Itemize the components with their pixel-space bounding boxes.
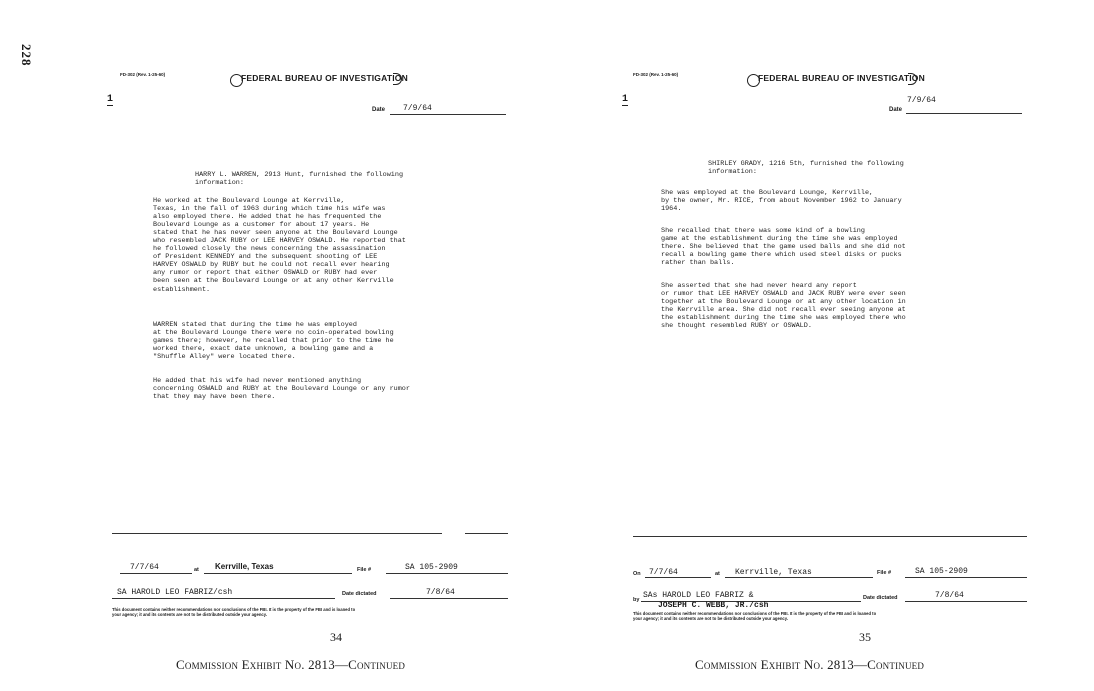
exhibit-caption: Commission Exhibit No. 2813—Continued <box>176 657 406 672</box>
interview-location: Kerrville, Texas <box>735 568 812 577</box>
form-code: FD-302 (Rev. 1-25-60) <box>633 72 679 77</box>
field-rule <box>112 598 335 599</box>
agent-name: SAs HAROLD LEO FABRIZ & <box>643 591 754 600</box>
field-rule <box>645 577 711 578</box>
at-label: at <box>715 571 720 577</box>
by-label: by <box>633 597 640 603</box>
paragraph-3: WARREN stated that during the time he was employed at the Boulevard Lounge there were no coin-operated bowling games there; however, he recalled that prior to the time he worked there, exact date unknown, a bowling game and a "Shuffle Alley" were located there. <box>153 321 394 362</box>
form-code: FD-302 (Rev. 1-25-60) <box>120 72 166 77</box>
left-report <box>100 0 520 691</box>
page-marker-underline <box>622 105 628 106</box>
page-marker-underline <box>107 105 113 106</box>
file-number: SA 105-2909 <box>405 563 458 572</box>
date-dictated: 7/8/64 <box>426 588 455 597</box>
file-label: File # <box>877 570 892 576</box>
paragraph-3: She recalled that there was some kind of a bowling game at the establishment during the time she was employed there. She believed that the game used balls and she did not recall a bowling game there which used steel disks or pucks rather than balls. <box>661 227 906 268</box>
date-dictated-label: Date dictated <box>863 595 898 601</box>
page-marker: 1 <box>107 94 114 105</box>
field-rule <box>120 573 192 574</box>
date-rule <box>906 113 1022 114</box>
seal-ring-icon <box>393 73 402 85</box>
paragraph-1: SHIRLEY GRADY, 1216 5th, furnished the following information: <box>708 160 904 177</box>
date-rule <box>390 114 506 115</box>
separator-rule <box>633 536 1027 537</box>
interview-location: Kerrville, Texas <box>215 562 274 571</box>
agent-name: SA HAROLD LEO FABRIZ/csh <box>117 588 233 597</box>
separator-rule <box>112 533 442 534</box>
paragraph-2: She was employed at the Boulevard Lounge, Kerrville, by the owner, Mr. RICE, from about November 1962 to January 1964. <box>661 189 902 214</box>
separator-rule <box>465 533 508 534</box>
interview-date: 7/7/64 <box>649 568 678 577</box>
paragraph-4: She asserted that she had never heard any report or rumor that LEE HARVEY OSWALD and JACK RUBY were ever seen together at the Boulevard Lounge or at any other location in the Kerrville area. She did not recall ever seeing anyone at the establishment during the time she was employed there who she thought resembled RUBY or OSWALD. <box>661 282 906 331</box>
margin-page-number: 228 <box>19 44 34 67</box>
agent-name-second: JOSEPH C. WEBB, JR./csh <box>658 601 769 610</box>
field-rule <box>725 577 873 578</box>
report-date: 7/9/64 <box>907 96 936 105</box>
serial-page-number: 35 <box>859 630 871 644</box>
at-label: at <box>194 567 199 573</box>
disclaimer: This document contains neither recommendations nor conclusions of the FBI. It is the property of the FBI and is loaned to your agency; it and its contents are not to be distributed outside your agency. <box>112 607 356 617</box>
file-number: SA 105-2909 <box>915 567 968 576</box>
right-report <box>622 0 1045 691</box>
field-rule <box>204 573 352 574</box>
field-rule <box>390 598 508 599</box>
page-marker: 1 <box>622 94 629 105</box>
date-dictated-label: Date dictated <box>342 591 377 597</box>
field-rule <box>905 601 1027 602</box>
file-label: File # <box>357 567 372 573</box>
field-rule <box>386 573 508 574</box>
interview-date: 7/7/64 <box>130 563 159 572</box>
seal-ring-icon <box>908 73 917 85</box>
date-label: Date <box>889 107 903 113</box>
serial-page-number: 34 <box>330 630 342 644</box>
on-label: On <box>633 571 641 577</box>
date-label: Date <box>372 107 386 113</box>
report-date: 7/9/64 <box>403 104 432 113</box>
bureau-title: FEDERAL BUREAU OF INVESTIGATION <box>241 73 408 83</box>
disclaimer: This document contains neither recommendations nor conclusions of the FBI. It is the property of the FBI and is loaned to your agency; it and its contents are not to be distributed outside your agency. <box>633 611 877 621</box>
field-rule <box>905 577 1027 578</box>
bureau-title: FEDERAL BUREAU OF INVESTIGATION <box>758 73 925 83</box>
date-dictated: 7/8/64 <box>935 591 964 600</box>
paragraph-4: He added that his wife had never mentioned anything concerning OSWALD and RUBY at the Boulevard Lounge or any rumor that they may have been there. <box>153 377 410 402</box>
paragraph-2: He worked at the Boulevard Lounge at Kerrville, Texas, in the fall of 1963 during which time his wife was also employed there. He added that he has frequented the Boulevard Lounge as a customer for about 17 years. He stated that he has never seen anyone at the Boulevard Lounge who resembled JACK RUBY or LEE HARVEY OSWALD. He reported that he followed closely the news concerning the assassination of President KENNEDY and the subsequent shooting of LEE HARVEY OSWALD by RUBY but he could not recall ever hearing any rumor or report that either OSWALD or RUBY had ever been seen at the Boulevard Lounge or at any other Kerrville establishment. <box>153 197 406 294</box>
exhibit-caption: Commission Exhibit No. 2813—Continued <box>695 657 925 672</box>
paragraph-1: HARRY L. WARREN, 2913 Hunt, furnished the following information: <box>195 171 404 188</box>
